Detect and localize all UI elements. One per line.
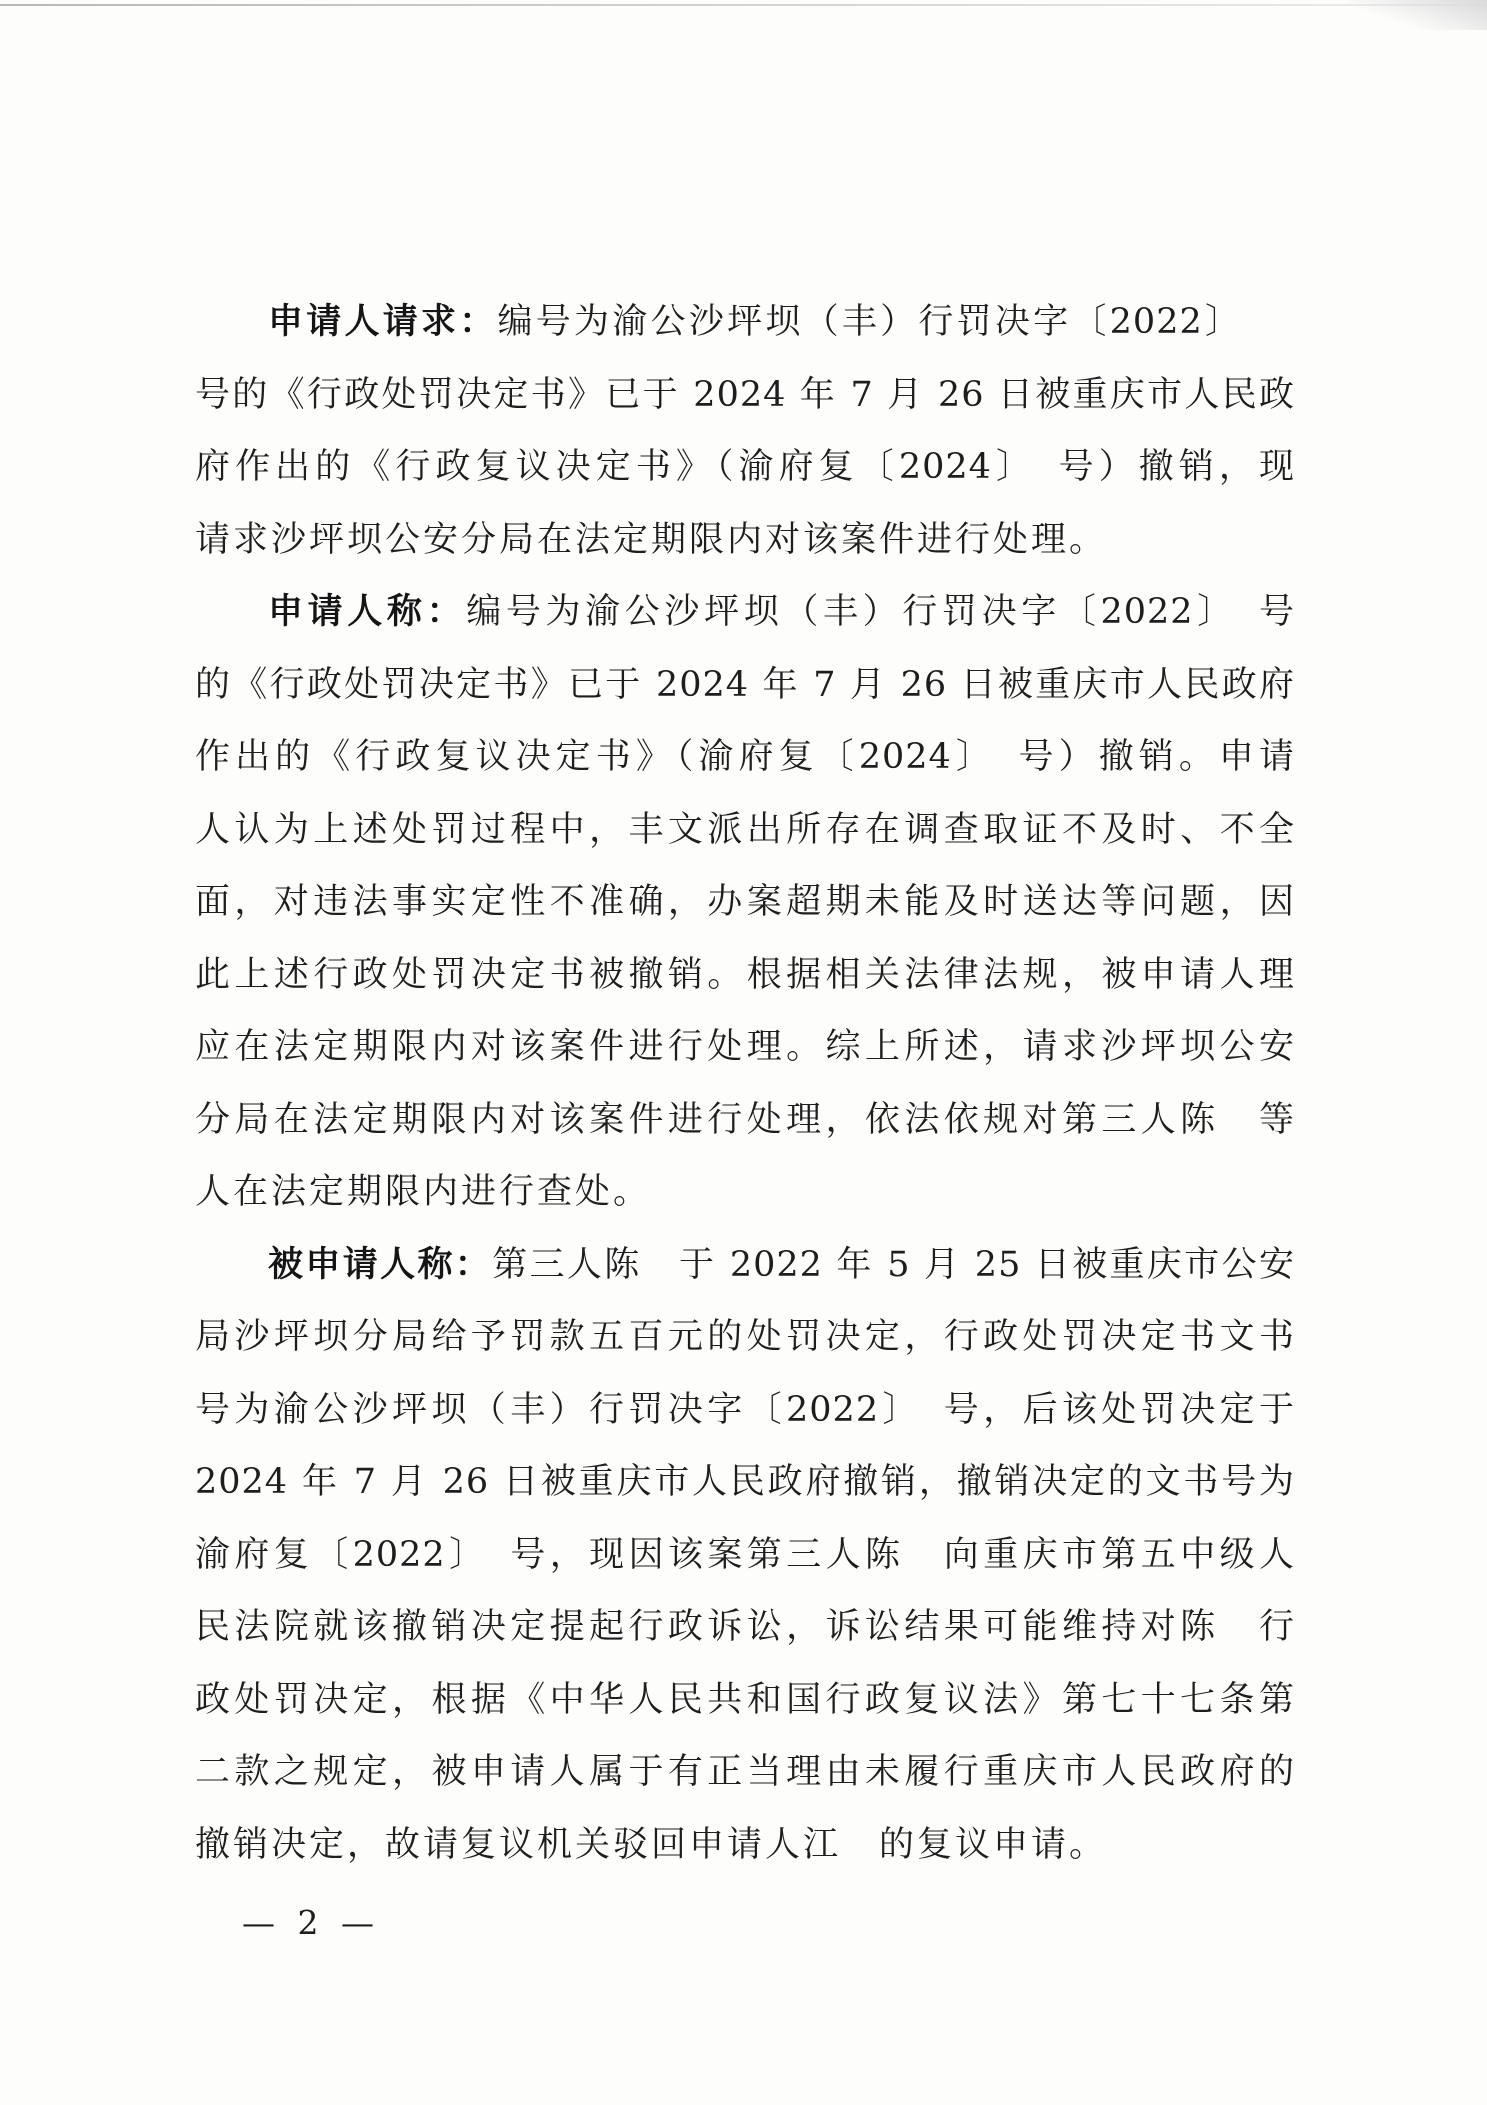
paragraph-lead: 申请人请求： [268,302,498,342]
paragraph-line: 府作出的《行政复议决定书》（渝府复〔2024〕 号）撤销，现 [195,447,1295,487]
paragraph-line: 人在法定期限内进行查处。 [195,1172,652,1212]
paragraph-respondent-statement [195,1229,1295,1882]
paragraph-line: 政处罚决定，根据《中华人民共和国行政复议法》第七十七条第 [195,1679,1295,1720]
paragraph-line-text: 编号为渝公沙坪坝（丰）行罚决字〔2022〕 号 [466,592,1295,632]
paragraph-line: 号的《行政处罚决定书》已于 2024 年 7 月 26 日被重庆市人民政 [195,374,1295,415]
paragraph-line: 二款之规定，被申请人属于有正当理由未履行重庆市人民政府的 [195,1752,1295,1792]
paragraph-line: 号为渝公沙坪坝（丰）行罚决字〔2022〕 号，后该处罚决定于 [195,1389,1295,1430]
paragraph-line: 此上述行政处罚决定书被撤销。根据相关法律法规，被申请人理 [195,954,1295,995]
paragraph-line-text: 编号为渝公沙坪坝（丰）行罚决字〔2022〕 [497,302,1241,342]
paragraph-lead: 被申请人称： [268,1244,493,1285]
paragraph-line: 渝府复〔2022〕 号，现因该案第三人陈 向重庆市第五中级人 [195,1534,1295,1575]
paragraph-line: 应在法定期限内对该案件进行处理。综上所述，请求沙坪坝公安 [195,1027,1295,1067]
paragraph-line [195,576,1295,649]
paragraph-applicant-statement [195,576,1295,1229]
paragraph-line: 作出的《行政复议决定书》（渝府复〔2024〕 号）撤销。申请 [195,737,1295,777]
scan-corner-shadow [1347,0,1487,30]
document-body [195,286,1295,1881]
paragraph-line: 局沙坪坝分局给予罚款五百元的处罚决定，行政处罚决定书文书 [195,1317,1295,1357]
scan-edge-line [0,4,1487,6]
paragraph-line: 2024 年 7 月 26 日被重庆市人民政府撤销，撤销决定的文书号为 [195,1462,1295,1502]
paragraph-line: 民法院就该撤销决定提起行政诉讼，诉讼结果可能维持对陈 行 [195,1607,1295,1647]
paragraph-line: 人认为上述处罚过程中，丰文派出所存在调查取证不及时、不全 [195,809,1295,850]
paragraph-applicant-request [195,286,1295,576]
page-number: — 2 — [242,1903,380,1942]
paragraph-line: 请求沙坪坝公安分局在法定期限内对该案件进行处理。 [195,519,1108,560]
paragraph-lead: 申请人称： [268,592,467,632]
paragraph-line [195,286,1295,359]
paragraph-line: 撤销决定，故请复议机关驳回申请人江 的复议申请。 [195,1824,1108,1865]
paragraph-line: 的《行政处罚决定书》已于 2024 年 7 月 26 日被重庆市人民政府 [195,664,1295,705]
paragraph-line: 分局在法定期限内对该案件进行处理，依法依规对第三人陈 等 [195,1099,1295,1140]
paragraph-line: 面，对违法事实定性不准确，办案超期未能及时送达等问题，因 [195,882,1295,922]
paragraph-line-text: 第三人陈 于 2022 年 5 月 25 日被重庆市公安 [492,1244,1295,1285]
paragraph-line [195,1229,1295,1302]
